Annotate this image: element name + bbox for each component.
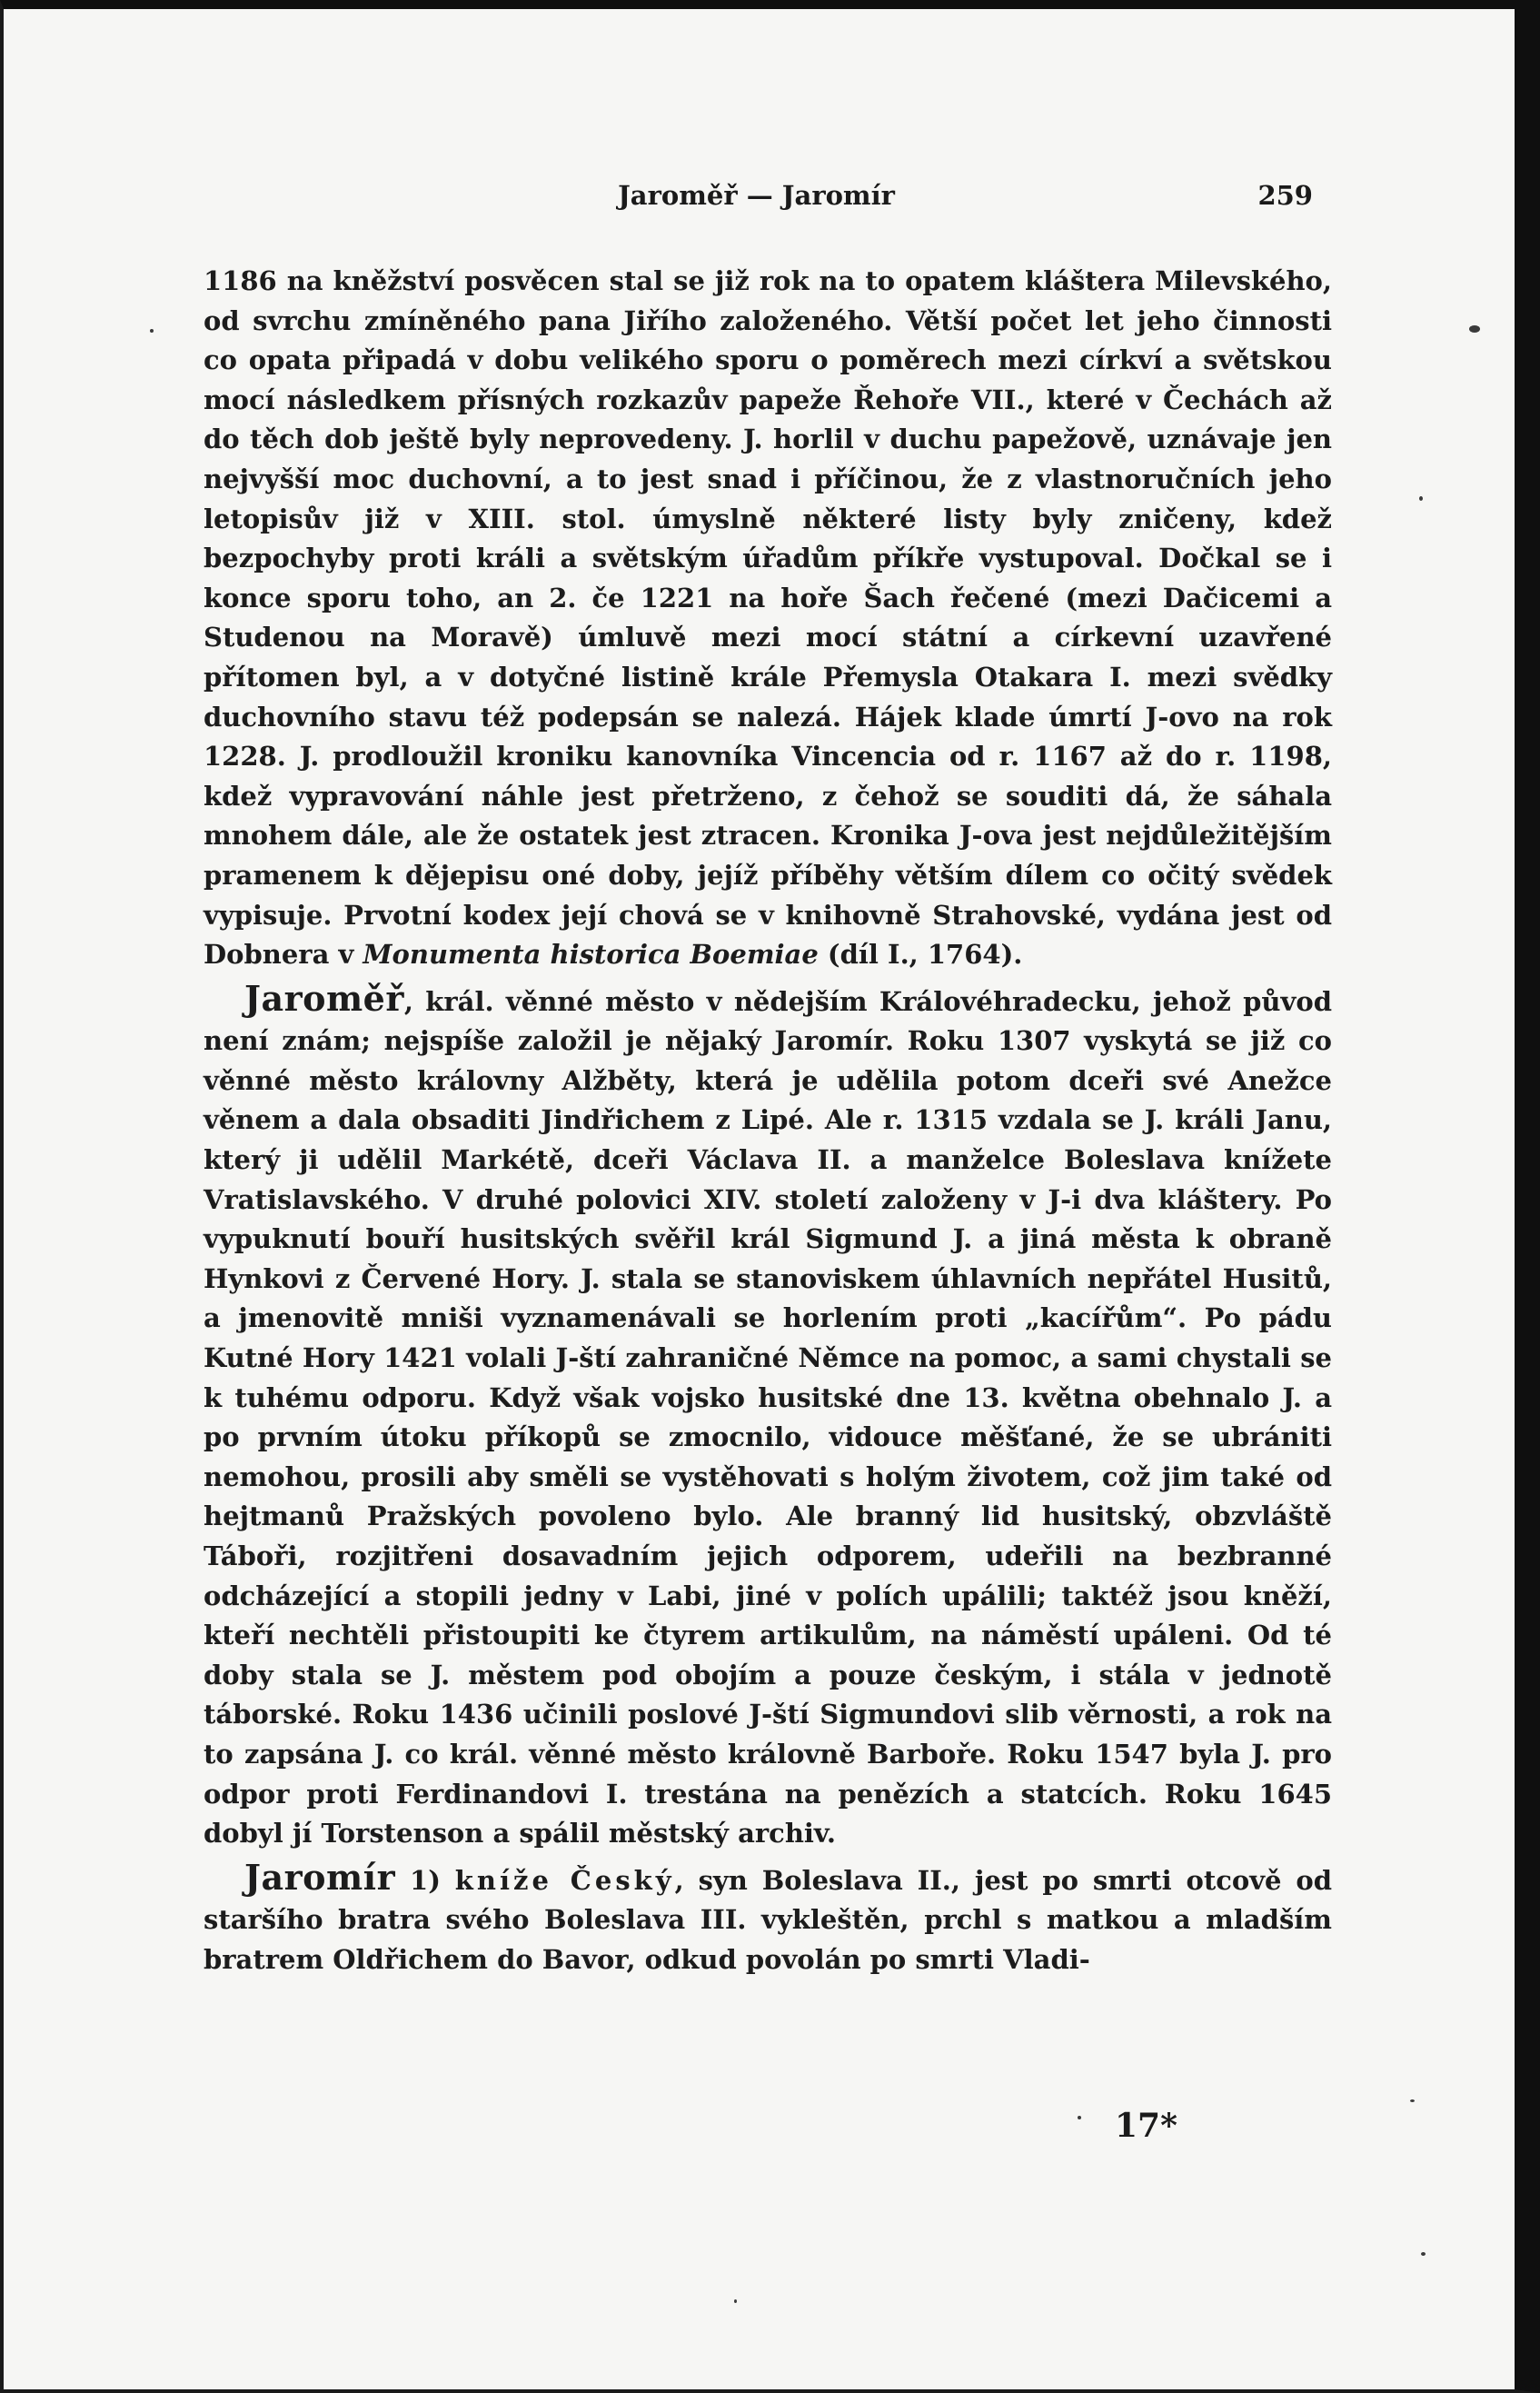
- ink-speck: [734, 2299, 737, 2303]
- paragraph-continuation: [204, 262, 1332, 975]
- entry-lemma: Jaroměř: [244, 977, 404, 1019]
- signature-mark: 17*: [1115, 2107, 1177, 2145]
- entry-jaromer: [204, 979, 1332, 1854]
- ink-speck: [1078, 2116, 1081, 2119]
- ink-speck: [1419, 496, 1423, 501]
- running-head: [200, 180, 1313, 216]
- entry-text: , syn Boleslava II., jest po smrti otcově od staršího bratra svého Boleslava III. vykleštěn, prchl s matkou a mladším bratrem Oldřichem do Bavor, odkud povolán po smrti Vladi-: [204, 1864, 1333, 1975]
- italic-title: Monumenta historica Boemiae: [363, 939, 819, 971]
- paragraph-text-end: (díl I., 1764).: [818, 939, 1023, 971]
- ink-speck: [1410, 2099, 1415, 2102]
- article-text: [204, 262, 1332, 1980]
- ink-speck: [1469, 325, 1480, 333]
- running-head-title: Jaroměř — Jaromír: [618, 180, 895, 211]
- entry-text: , král. věnné město v nědejším Královéhradecku, jehož původ není znám; nejspíše založil je nějaký Jaromír. Roku 1307 vyskytá se již co věnné město královny Alžběty, která je udělila potom dceři své Anežce věnem a dala obsaditi Jindřichem z Lipé. Ale r. 1315 vzdala se J. králi Janu, který ji udělil Markétě, dceři Václava II. a manželce Boleslava knížete Vratislavského. V druhé polovici XIV. století založeny v J-i dva kláštery. Po vypuknutí bouří husitských svěřil král Sigmund J. a jiná města k obraně Hynkovi z Červené Hory. J. stala se stanoviskem úhlavních nepřátel Husitů, a jmenovitě mniši vyznamenávali se horlením proti „kacířům“. Po pádu Kutné Hory 1421 volali J-ští zahraničné Němce na pomoc, a sami chystali se k tuhému odporu. Když však vojsko husitské dne 13. května obehnalo J. a po prvním útoku příkopů se zmocnilo, vidouce měšťané, že se ubrániti nemohou, prosili aby směli se vystěhovati s holým životem, což jim také od hejtmanů Pražských povoleno bylo. Ale branný lid husitský, obzvláště Táboři, rozjitřeni dosavadním jejich odporem, udeřili na bezbranné odcházející a stopili jedny v Labi, jiné v polích upálili; taktéž jsou kněží, kteří nechtěli přistoupiti ke čtyrem artikulům, na náměstí upáleni. Od té doby stala se J. městem pod obojím a pouze českým, i stála v jednotě táborské. Roku 1436 učinili poslové J-ští Sigmundovi slib věrnosti, a rok na to zapsána J. co král. věnné město královně Barboře. Roku 1547 byla J. pro odpor proti Ferdinandovi I. trestána na penězích a statcích. Roku 1645 dobyl jí Torstenson a spálil městský archiv.: [204, 985, 1332, 1850]
- entry-numbering: 1): [395, 1864, 455, 1896]
- paragraph-text: 1186 na kněžství posvěcen stal se již rok na to opatem kláštera Milevského, od svrchu zmíněného pana Jiřího založeného. Větší počet let jeho činnosti co opata připadá v dobu velikého sporu o poměrech mezi církví a světskou mocí následkem přísných rozkazův papeže Řehoře VII., které v Čechách až do těch dob ještě byly neprovedeny. J. horlil v duchu papežově, uznávaje jen nejvyšší moc duchovní, a to jest snad i příčinou, že z vlastnoručních jeho letopisův již v XIII. stol. úmyslně některé listy byly zničeny, kdež bezpochyby proti králi a světským úřadům příkře vystupoval. Dočkal se i konce sporu toho, an 2. če 1221 na hoře Šach řečené (mezi Dačicemi a Studenou na Moravě) úmluvě mezi mocí státní a církevní uzavřené přítomen byl, a v dotyčné listině krále Přemysla Otakara I. mezi svědky duchovního stavu též podepsán se nalezá. Hájek klade úmrtí J-ovo na rok 1228. J. prodloužil kroniku kanovníka Vincencia od r. 1167 až do r. 1198, kdež vypravování náhle jest přetrženo, z čehož se souditi dá, že sáhala mnohem dále, ale že ostatek jest ztracen. Kronika J-ova jest nejdůležitějším pramenem k dějepisu oné doby, jejíž příběhy větším dílem co očitý svědek vypisuje. Prvotní kodex její chová se v knihovně Strahovské, vydána jest od Dobnera v: [204, 265, 1332, 971]
- page-number: 259: [1257, 180, 1313, 211]
- ink-speck: [1421, 2252, 1426, 2256]
- entry-lemma: Jaromír: [244, 1856, 396, 1898]
- entry-jaromir: [204, 1858, 1332, 1980]
- entry-spaced-title: kníže Český: [454, 1864, 675, 1896]
- ink-speck: [150, 329, 154, 333]
